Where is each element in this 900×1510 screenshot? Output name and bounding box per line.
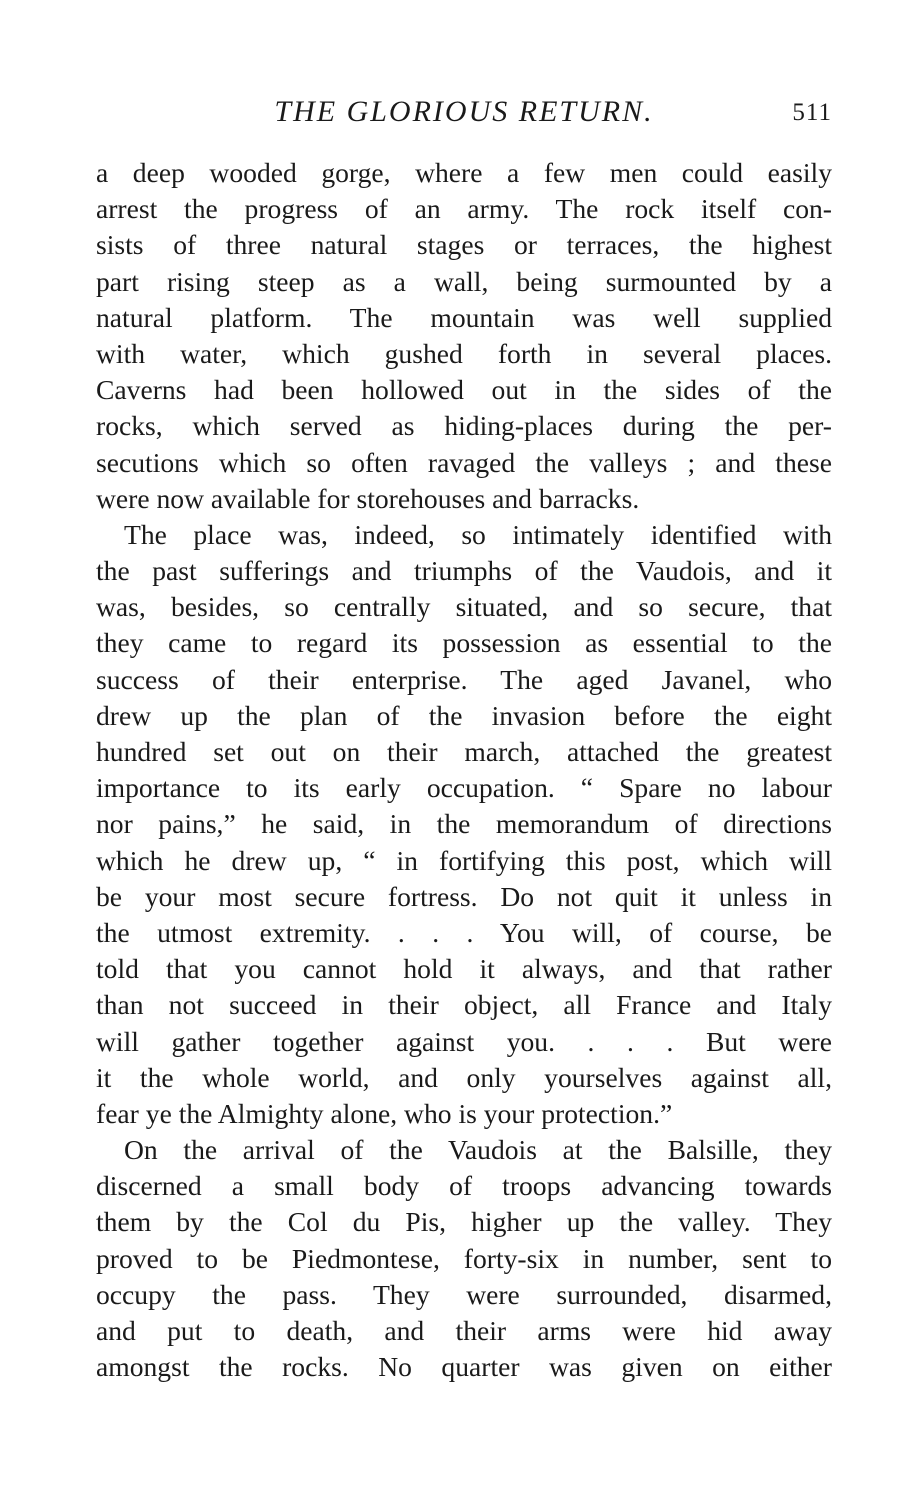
text-line: The place was, indeed, so intimately identified with: [124, 518, 832, 550]
text-line: will gather together against you. . . . But were: [96, 1025, 832, 1057]
text-line: told that you cannot hold it always, and that rather: [96, 953, 832, 985]
text-line: than not succeed in their object, all France and Italy: [96, 989, 832, 1021]
running-title: THE GLORIOUS RETURN.: [274, 95, 654, 128]
text-line: Caverns had been hollowed out in the sides of the: [96, 374, 832, 406]
text-line: the past sufferings and triumphs of the Vaudois, and it: [96, 555, 832, 587]
text-line: which he drew up, “ in fortifying this post, which will: [96, 844, 832, 876]
text-line: with water, which gushed forth in several places.: [96, 337, 832, 369]
text-line: part rising steep as a wall, being surmounted by a: [96, 265, 832, 297]
text-line: hundred set out on their march, attached the greatest: [96, 736, 832, 767]
text-line: discerned a small body of troops advancing towards: [96, 1170, 832, 1202]
text-line: a deep wooded gorge, where a few men could easily: [96, 157, 832, 188]
text-line: it the whole world, and only yourselves against all,: [96, 1061, 832, 1093]
text-line: proved to be Piedmontese, forty-six in number, sent to: [96, 1242, 832, 1274]
text-line: the utmost extremity. . . . You will, of course, be: [96, 916, 832, 948]
text-line: amongst the rocks. No quarter was given on either: [96, 1351, 832, 1383]
body-text: [96, 155, 832, 1385]
text-line: rocks, which served as hiding-places during the per-: [96, 410, 832, 442]
text-line: and put to death, and their arms were hid away: [96, 1315, 832, 1346]
text-line: occupy the pass. They were surrounded, disarmed,: [96, 1278, 832, 1310]
text-line: arrest the progress of an army. The rock itself con-: [96, 193, 832, 225]
text-line: was, besides, so centrally situated, and so secure, that: [96, 591, 832, 623]
running-head: [96, 92, 832, 132]
text-line: On the arrival of the Vaudois at the Balsille, they: [124, 1134, 832, 1166]
text-line: them by the Col du Pis, higher up the valley. They: [96, 1206, 832, 1238]
text-line: secutions which so often ravaged the valleys ; and these: [96, 446, 832, 478]
text-line: importance to its early occupation. “ Spare no labour: [96, 772, 832, 804]
text-line: fear ye the Almighty alone, who is your protection.”: [96, 1097, 673, 1129]
page-number: 511: [792, 99, 832, 126]
text-line: sists of three natural stages or terraces, the highest: [96, 229, 832, 261]
text-line: drew up the plan of the invasion before the eight: [96, 699, 832, 731]
text-line: natural platform. The mountain was well supplied: [96, 301, 832, 333]
text-line: success of their enterprise. The aged Javanel, who: [96, 663, 832, 695]
text-line: nor pains,” he said, in the memorandum of directions: [96, 808, 832, 840]
text-line: they came to regard its possession as essential to the: [96, 627, 832, 659]
text-line: were now available for storehouses and barracks.: [96, 482, 640, 514]
text-line: be your most secure fortress. Do not quit it unless in: [96, 880, 832, 912]
